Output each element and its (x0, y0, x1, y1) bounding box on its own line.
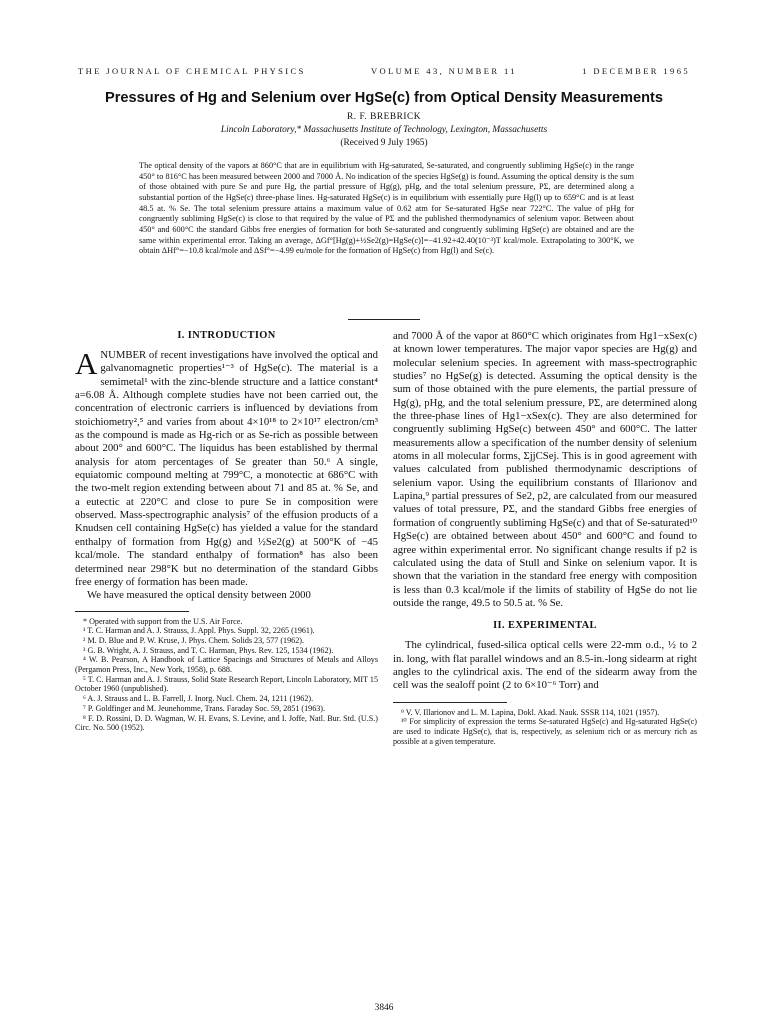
running-head (78, 66, 690, 76)
footnote: ¹⁰ For simplicity of expression the terms Se-saturated HgSe(c) and Hg-saturated HgSe(c) are used to indicate HgSe(c), that is, respectively, as selenium rich or as mercury rich as possible at a given temperature. (393, 717, 697, 746)
abstract-divider (348, 319, 420, 320)
footnote-divider-right (393, 702, 507, 703)
footnote: ⁶ A. J. Strauss and L. B. Farrell, J. Inorg. Nucl. Chem. 24, 1211 (1962). (83, 694, 314, 704)
intro-paragraph-continued: and 7000 Å of the vapor at 860°C which originates from Hg1−xSex(c) at known lower temperatures. The major vapor species are Hg(g) and molecular selenium species. In agreement with mass-spectrographic studies⁷ no HgSe(g) is detected. Assuming the optical density is the sum of those obtained with the pure elements, the partial pressure of Hg(g), pHg, and the total selenium pressure, PΣ, are determined along the three-phase lines of Hg1−xSex(c). They are also determined for congruently subliming HgSe(c) between 450° and 600°C. The latter measurements allow a specification of the number density of selenium atoms in all molecular forms, ΣjjCSej. This is in good agreement with values calculated from published thermodynamic descriptions of selenium vapor. Using the equilibrium constants of Illarionov and Lapina,⁹ partial pressures of Se2, p2, are calculated from our measured values of total pressure, PΣ, and the standard Gibbs free energies of formation of congruently subliming HgSe(c) and that of Se-saturated¹⁰ HgSe(c) are obtained between about 450° and 600°C and found to agree within experimental error. No significant change results if p2 is calculated using the data of Stull and Sinke on selenium vapor. It is shown that the variation in the standard free energy with composition is less than 0.3 kcal/mole if the limits of stability of HgSe do not lie outside the range, 49.5 to 50.5 at. % Se. (393, 330, 697, 609)
footnotes-right (393, 708, 697, 747)
volume-number: VOLUME 43, NUMBER 11 (371, 66, 517, 76)
right-column (393, 330, 697, 746)
footnote: ⁷ P. Goldfinger and M. Jeunehomme, Trans. Faraday Soc. 59, 2851 (1963). (83, 703, 326, 713)
abstract: The optical density of the vapors at 860°C that are in equilibrium with Hg-saturated, Se-saturated, and congruently subliming HgSe(c) in the range 450° to 816°C has been measured between 2000 and 7000 Å. No indication of the species HgSe(g) is found. Assuming the optical density is the sum of those obtained with pure Se and pure Hg, the partial pressure of Hg(g), pHg, and the total selenium pressure, PΣ, are determined along a substantial portion of the HgSe(c) three-phase lines. Hg-saturated HgSe(c) is in equilibrium with essentially pure Hg(l) up to 659°C and is at least 48.5 at. % Se. The total selenium pressure attains a maximum value of 0.62 atm for Se-saturated HgSe near 722°C. The value of pHg for congruently subliming HgSe(c) is close to that required by the value of PΣ and the published thermodynamics of selenium vapor. Between about 450° and 600°C the standard Gibbs free energies of formation for both Se-saturated and congruently subliming HgSe(c) are obtained and are the same within experimental error. Taking an average, ΔGf°[Hg(g)+½Se2(g)=HgSe(c)]=−41.92+42.40(10⁻³)T kcal/mole. Extrapolating to 300°K, we obtain ΔHf°=−10.8 kcal/mole and ΔSf°=−4.99 eu/mole for the formation of HgSe(c) from Hg(l) and Se(c). (139, 161, 634, 256)
footnotes-left (75, 617, 378, 733)
section-heading-introduction: I. INTRODUCTION (177, 330, 276, 341)
footnote: ⁸ F. D. Rossini, D. D. Wagman, W. H. Evans, S. Levine, and I. Joffe, Natl. Bur. Std. (U.S.) Circ. No. 500 (1952). (75, 713, 378, 733)
footnote: ¹ T. C. Harman and A. J. Strauss, J. Appl. Phys. Suppl. 32, 2265 (1961). (83, 626, 315, 636)
author: R. F. BREBRICK (347, 112, 421, 122)
intro-paragraph-2: We have measured the optical density between 2000 (87, 589, 311, 602)
received-date: (Received 9 July 1965) (340, 138, 428, 148)
footnote: ³ G. B. Wright, A. J. Strauss, and T. C. Harman, Phys. Rev. 125, 1534 (1962). (83, 645, 334, 655)
footnote-divider-left (75, 611, 189, 612)
section-heading-experimental: II. EXPERIMENTAL (493, 620, 597, 632)
footnote: ⁵ T. C. Harman and A. J. Strauss, Solid State Research Report, Lincoln Laboratory, MIT 15 October 1960 (unpublished). (75, 674, 378, 694)
page-number: 3846 (374, 1003, 394, 1013)
footnote: ⁹ V. V. Illarionov and L. M. Lapina, Dokl. Akad. Nauk. SSSR 114, 1021 (1957). (401, 707, 660, 717)
article-title: Pressures of Hg and Selenium over HgSe(c) from Optical Density Measurements (105, 90, 663, 106)
intro-paragraph-1 (75, 346, 378, 589)
journal-name: THE JOURNAL OF CHEMICAL PHYSICS (78, 66, 306, 76)
footnote: * Operated with support from the U.S. Air Force. (83, 616, 243, 626)
issue-date: 1 DECEMBER 1965 (582, 66, 690, 76)
left-column (75, 330, 378, 733)
intro-paragraph-1-text: NUMBER of recent investigations have involved the optical and galvanomagnetic properties¹⁻³ of HgSe(c). The material is a semimetal¹ with the zinc-blende structure and a lattice constant⁴ a=6.08 Å. Although complete studies have not been carried out, the concentration of electronic carriers is influenced by deviations from stoichiometry²,⁵ and varies from about 4×10¹⁸ to 2×10¹⁷ electron/cm³ as the compound is made as Hg-rich or as Se-rich as possible between about 200° and 600°C. The liquidus has been established by thermal analysis for atom percentages of Se greater than 50.⁶ A single, equiatomic compound melting at 799°C, a monotectic at 686°C with the two-melt region extending between about 71 and 85 at. % Se, and a eutectic at 220°C and close to pure Se in composition were observed. Mass-spectrographic analysis⁷ of the effusion products of a Knudsen cell containing HgSe(c) has yielded a value for the standard enthalpy of formation from Hg(g) and ½Se2(g) at 500°K of −45 kcal/mole. The standard enthalpy of formation⁸ has also been determined near 298°K but no determination of the standard Gibbs free energy of formation has been made. (75, 349, 378, 588)
experimental-paragraph: The cylindrical, fused-silica optical cells were 22-mm o.d., ½ to 2 in. long, with flat parallel windows and an 8.5-in.-long sidearm at right angles to the cylindrical axis. The end of the sidearm away from the cell was the sealoff point (2 to 6×10⁻⁶ Torr) and (393, 639, 697, 692)
footnote: ² M. D. Blue and P. W. Kruse, J. Phys. Chem. Solids 23, 577 (1962). (83, 635, 304, 645)
footnote: ⁴ W. B. Pearson, A Handbook of Lattice Spacings and Structures of Metals and Alloys (Pergamon Press, Inc., New York, 1958), p. 688. (75, 655, 378, 675)
affiliation: Lincoln Laboratory,* Massachusetts Institute of Technology, Lexington, Massachusetts (220, 125, 548, 135)
drop-cap: A (75, 346, 98, 381)
